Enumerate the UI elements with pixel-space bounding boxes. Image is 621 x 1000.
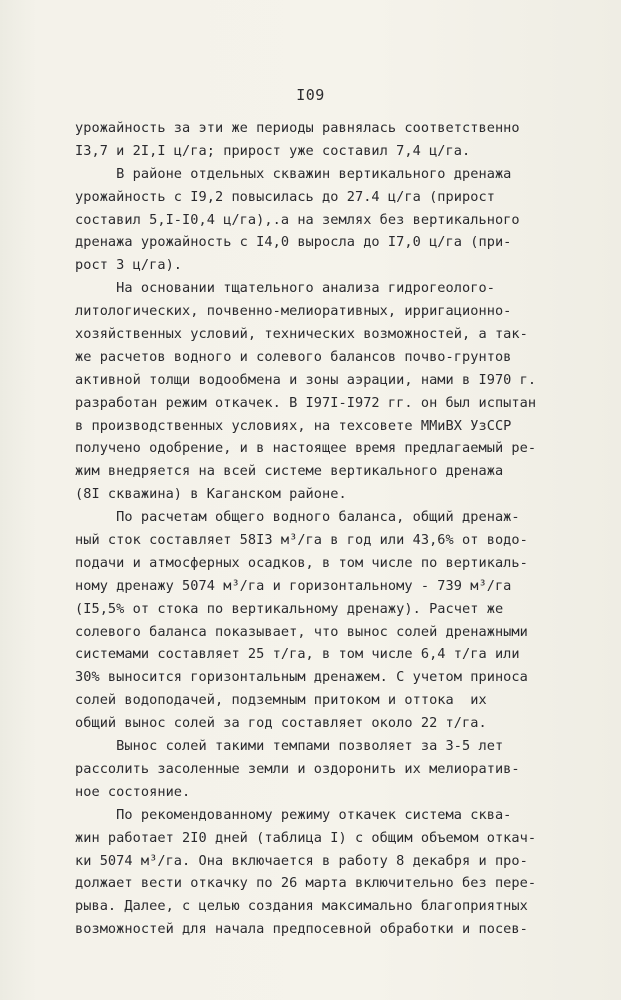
text-line: солей водоподачей, подземным притоком и оттока их bbox=[75, 692, 487, 709]
text-line: литологических, почвенно-мелиоративных, ирригационно- bbox=[75, 303, 512, 320]
text-line: рассолить засоленные земли и оздоронить их мелиоратив- bbox=[75, 760, 520, 777]
text-line: жим внедряется на всей системе вертикального дренажа bbox=[75, 463, 504, 480]
text-line: жин работает 2I0 дней (таблица I) с общим объемом откач- bbox=[75, 829, 537, 846]
text-line: солевого баланса показывает, что вынос солей дренажными bbox=[75, 623, 528, 640]
text-line: (I5,5% от стока по вертикальному дренажу). Расчет же bbox=[75, 600, 504, 617]
text-line: дренажа урожайность с I4,0 выросла до I7,0 ц/га (при- bbox=[75, 234, 512, 251]
text-line: ному дренажу 5074 м³/га и горизонтальному - 739 м³/га bbox=[75, 577, 512, 594]
text-line: получено одобрение, и в настоящее время предлагаемый ре- bbox=[75, 440, 537, 457]
text-line: хозяйственных условий, технических возможностей, а так- bbox=[75, 326, 528, 343]
text-line: общий вынос солей за год составляет около 22 т/га. bbox=[75, 715, 487, 732]
text-line: По расчетам общего водного баланса, общий дренаж- bbox=[75, 509, 520, 526]
text-line: По рекомендованному режиму откачек система сква- bbox=[75, 806, 512, 823]
text-line: урожайность за эти же периоды равнялась соответственно bbox=[75, 120, 520, 136]
text-line: В районе отдельных скважин вертикального дренажа bbox=[75, 165, 512, 182]
body-text bbox=[75, 117, 575, 941]
text-line: ки 5074 м³/га. Она включается в работу 8 декабря и про- bbox=[75, 852, 528, 869]
text-line: системами составляет 25 т/га, в том числе 6,4 т/га или bbox=[75, 646, 520, 663]
text-line: разработан режим откачек. В I97I-I972 гг. он был испытан bbox=[75, 394, 537, 411]
text-line: активной толщи водообмена и зоны аэрации, нами в I970 г. bbox=[75, 371, 537, 388]
text-line: должает вести откачку по 26 марта включительно без пере- bbox=[75, 875, 537, 892]
text-line: в производственных условиях, на техсовете ММиВХ УзССР bbox=[75, 417, 512, 434]
text-line: (8I скважина) в Каганском районе. bbox=[75, 486, 347, 503]
text-line: Вынос солей такими темпами позволяет за 3-5 лет bbox=[75, 738, 504, 755]
text-line: урожайность с I9,2 повысилась до 27.4 ц/га (прирост bbox=[75, 188, 495, 205]
text-line: возможностей для начала предпосевной обработки и посев- bbox=[75, 921, 528, 938]
text-line: ный сток составляет 58I3 м³/га в год или 43,6% от водо- bbox=[75, 532, 528, 549]
text-line: же расчетов водного и солевого балансов почво-грунтов bbox=[75, 348, 512, 365]
text-line: I3,7 и 2I,I ц/га; прирост уже составил 7,4 ц/га. bbox=[75, 142, 471, 159]
text-line: На основании тщательного анализа гидрогеолого- bbox=[75, 280, 495, 297]
text-line: составил 5,I-I0,4 ц/га),.а на землях без вертикального bbox=[75, 211, 520, 228]
text-line: 30% выносится горизонтальным дренажем. С учетом приноса bbox=[75, 669, 528, 686]
text-line: ное состояние. bbox=[75, 783, 191, 800]
text-line: рыва. Далее, с целью создания максимально благоприятных bbox=[75, 898, 528, 915]
text-line: рост 3 ц/га). bbox=[75, 257, 183, 274]
page-number: I09 bbox=[296, 86, 325, 104]
text-line: подачи и атмосферных осадков, в том числе по вертикаль- bbox=[75, 554, 528, 571]
